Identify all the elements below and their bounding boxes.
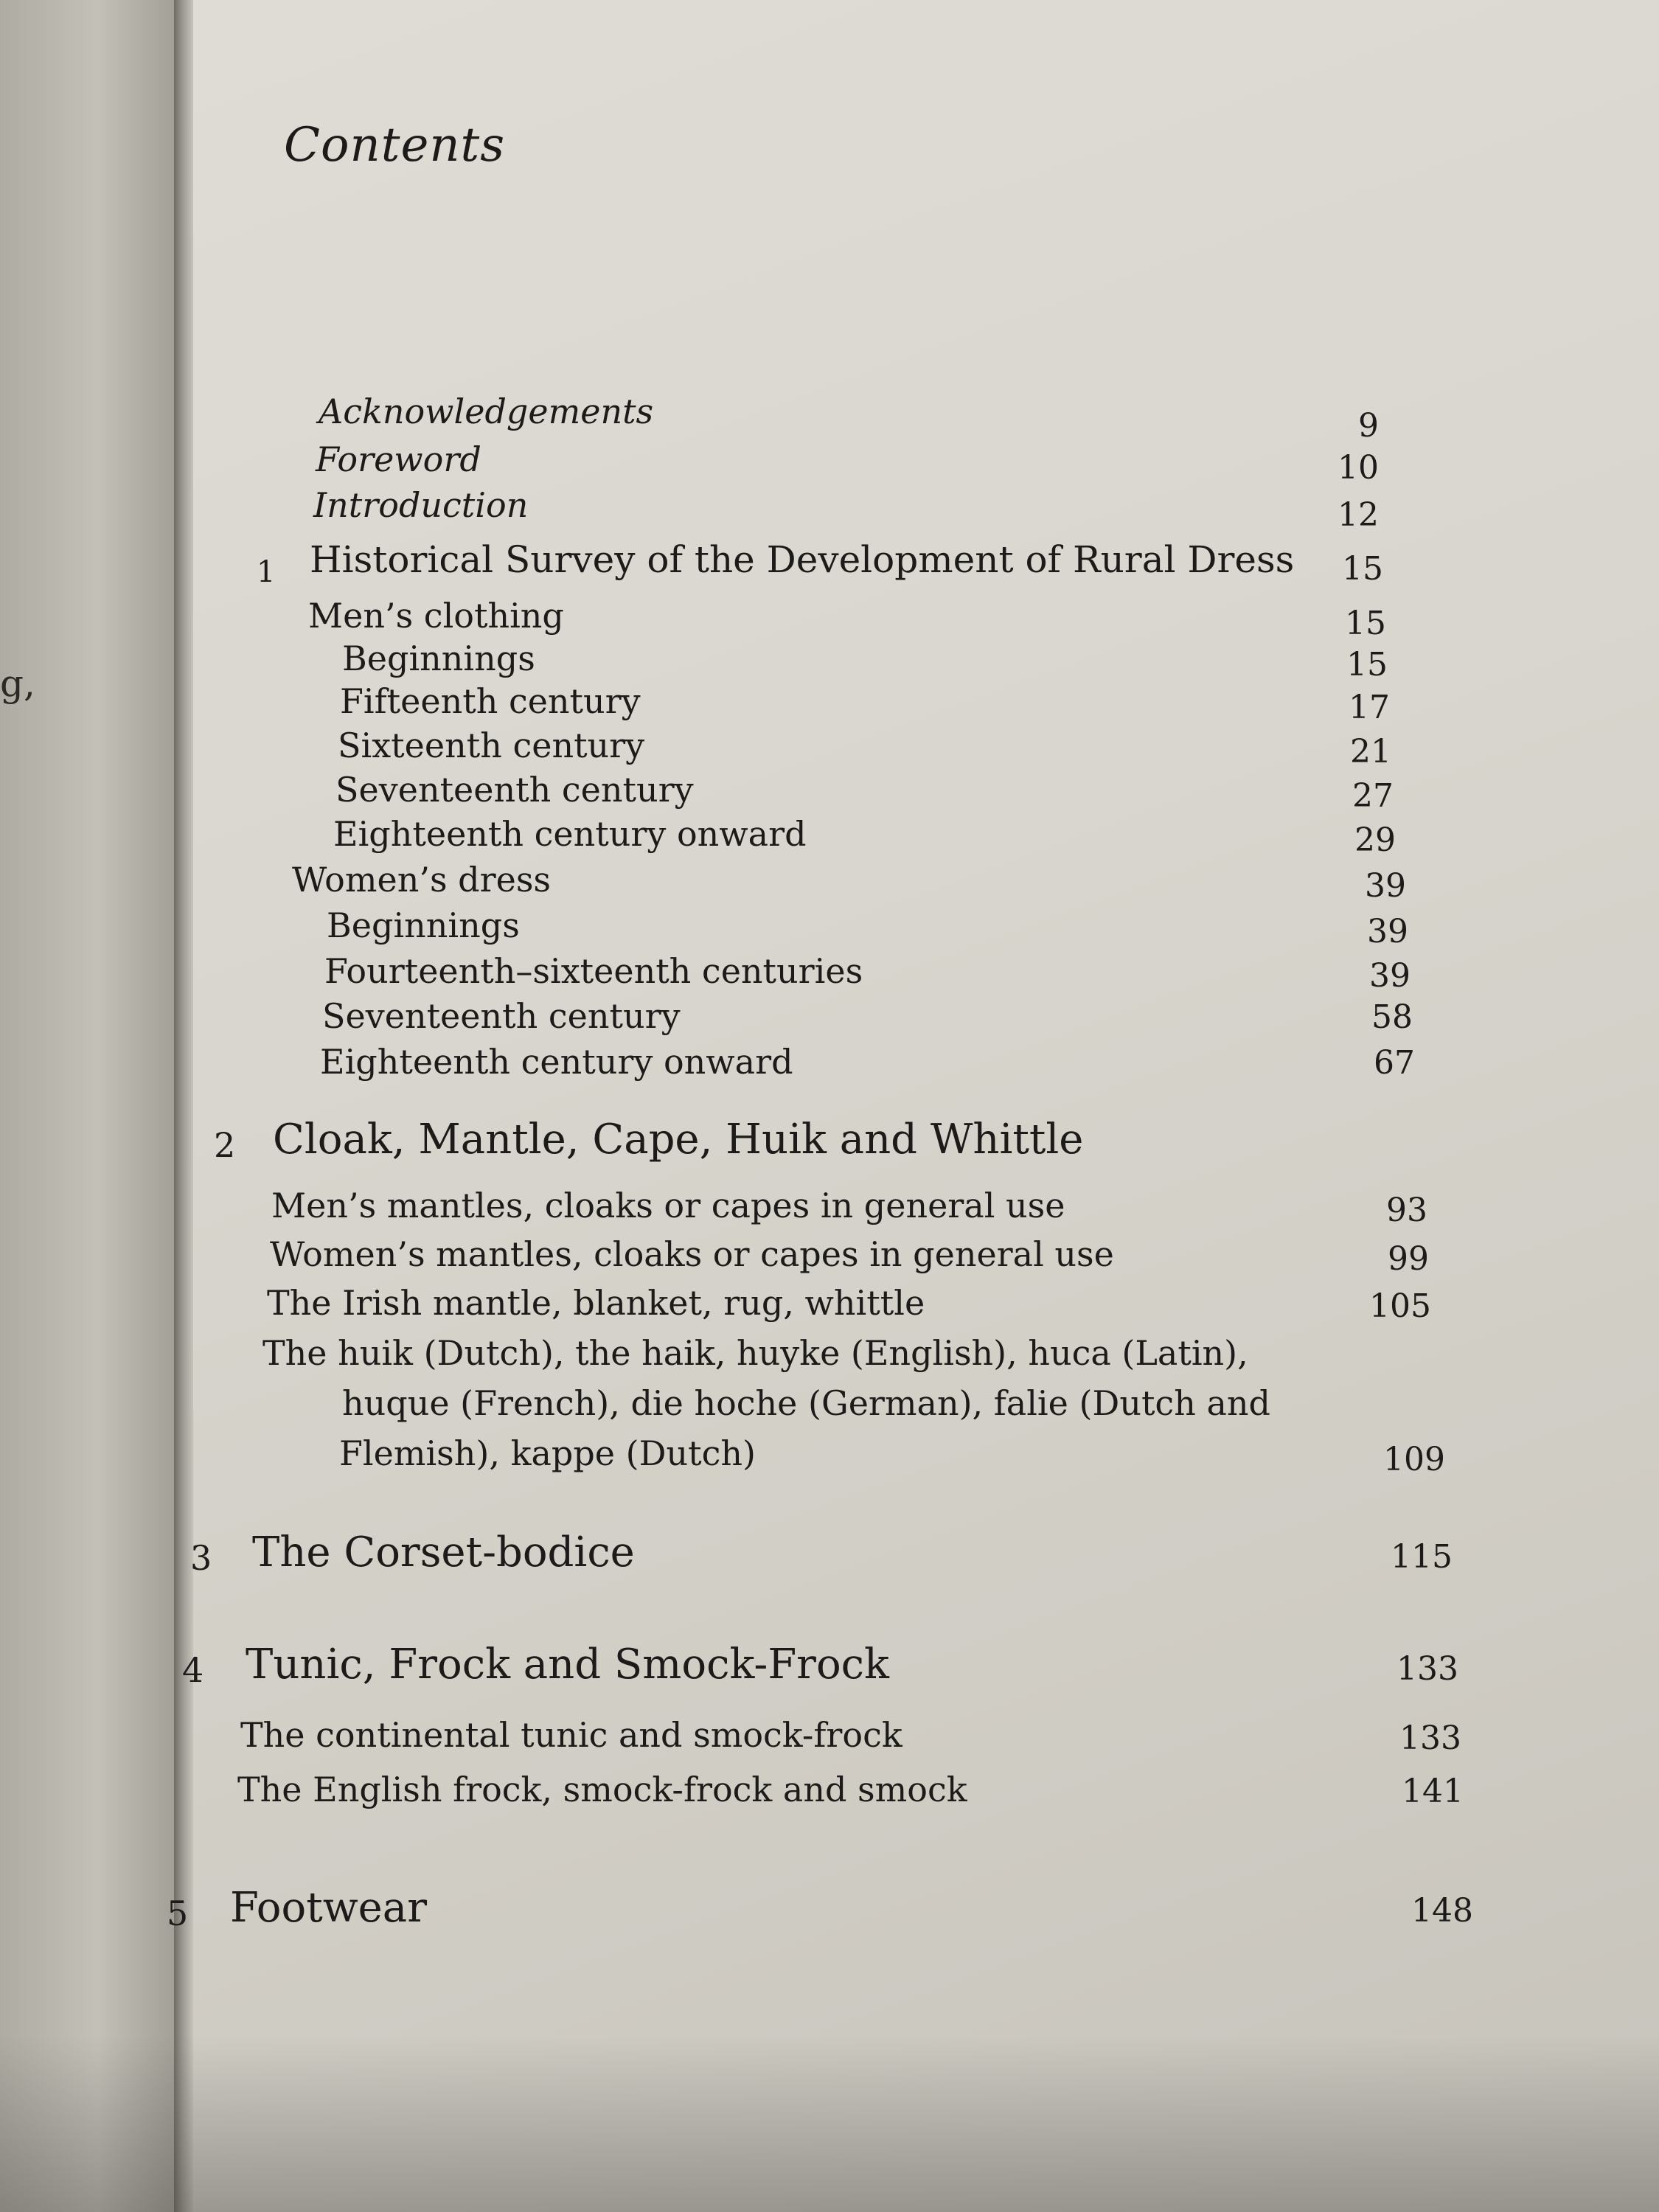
toc-entry-label: The Irish mantle, blanket, rug, whittle: [267, 1283, 925, 1323]
toc-entry-label: Eighteenth century onward: [333, 814, 807, 854]
toc-chapter-entry: [214, 1116, 1084, 1165]
toc-page-number: 99: [1388, 1240, 1429, 1278]
toc-entry-label: Footwear: [230, 1884, 427, 1932]
toc-entry: [270, 1234, 1114, 1274]
toc-entry: [292, 860, 552, 900]
toc-page-number: 148: [1411, 1892, 1473, 1930]
chapter-number: 3: [190, 1538, 212, 1578]
toc-entry-label: Women’s mantles, cloaks or capes in general use: [270, 1234, 1114, 1274]
toc-page-number: 21: [1350, 733, 1391, 771]
toc-entry-label: Flemish), kappe (Dutch): [339, 1433, 756, 1473]
chapter-number: 5: [167, 1893, 189, 1933]
toc-entry: [320, 1042, 793, 1082]
toc-chapter-entry: [182, 1641, 889, 1690]
toc-entry: [262, 1333, 1248, 1373]
toc-page-number: 115: [1391, 1538, 1453, 1576]
toc-entry: [271, 1186, 1065, 1225]
toc-entry-label: Fifteenth century: [340, 681, 641, 721]
toc-entry-label: Sixteenth century: [338, 726, 645, 765]
toc-chapter-entry: [190, 1528, 635, 1578]
toc-page-number: 15: [1346, 646, 1388, 684]
toc-entry-label: The huik (Dutch), the haik, huyke (English), huca (Latin),: [262, 1333, 1248, 1373]
page-shadow: [0, 2035, 1659, 2212]
chapter-number: 4: [182, 1650, 204, 1690]
toc-chapter-entry: [167, 1884, 427, 1933]
toc-entry: [313, 485, 529, 525]
toc-entry-continuation: [339, 1433, 756, 1473]
toc-entry: [333, 814, 807, 854]
toc-page-number: 93: [1386, 1192, 1427, 1229]
toc-entry-label: Seventeenth century: [322, 996, 681, 1036]
toc-entry-label: Tunic, Frock and Smock-Frock: [246, 1641, 889, 1688]
toc-page-number: 15: [1342, 550, 1383, 588]
toc-entry-label: Introduction: [313, 485, 529, 525]
toc-entry-label: Beginnings: [342, 639, 535, 678]
toc-entry-label: Fourteenth–sixteenth centuries: [324, 951, 863, 991]
book-page: [190, 0, 1659, 2212]
toc-entry: [322, 996, 681, 1036]
toc-entry-continuation: [342, 1383, 1270, 1423]
toc-entry: [240, 1715, 902, 1755]
toc-page-number: 17: [1349, 689, 1390, 726]
toc-entry-label: Eighteenth century onward: [320, 1042, 793, 1082]
toc-entry: [316, 439, 481, 479]
book-gutter: [174, 0, 193, 2212]
toc-page-number: 39: [1365, 867, 1406, 905]
toc-entry-label: Beginnings: [327, 905, 520, 945]
chapter-number: 2: [214, 1125, 236, 1165]
toc-entry-label: huque (French), die hoche (German), falie (Dutch and: [342, 1383, 1270, 1423]
toc-entry-label: Foreword: [316, 439, 481, 479]
toc-entry: [335, 770, 694, 810]
toc-page-number: 141: [1402, 1773, 1464, 1810]
toc-entry: [324, 951, 863, 991]
toc-entry-label: The continental tunic and smock-frock: [240, 1715, 902, 1755]
toc-entry-label: The Corset-bodice: [252, 1528, 635, 1576]
toc-entry-label: Men’s clothing: [308, 596, 564, 636]
toc-page-number: 29: [1354, 821, 1396, 859]
toc-entry: [319, 392, 654, 431]
toc-entry: [327, 905, 520, 945]
left-page-text-fragment: g,: [0, 662, 35, 705]
toc-page-number: 58: [1371, 998, 1413, 1036]
toc-page-number: 12: [1338, 496, 1379, 534]
toc-page-number: 15: [1345, 605, 1386, 642]
toc-entry: [267, 1283, 925, 1323]
toc-entry: [340, 681, 641, 721]
toc-entry-label: Historical Survey of the Development of Rural Dress: [310, 538, 1295, 581]
toc-page-number: 109: [1383, 1441, 1445, 1478]
toc-entry: [308, 596, 564, 636]
left-page-edge: [0, 0, 177, 2212]
toc-page-number: 133: [1397, 1650, 1458, 1688]
toc-entry-label: Acknowledgements: [319, 392, 654, 431]
toc-page-number: 67: [1374, 1044, 1415, 1082]
toc-page-number: 105: [1369, 1287, 1431, 1325]
toc-page-number: 9: [1358, 407, 1379, 445]
toc-page-number: 133: [1399, 1719, 1461, 1757]
toc-chapter-entry: [257, 538, 1295, 589]
toc-entry-label: Cloak, Mantle, Cape, Huik and Whittle: [273, 1116, 1084, 1164]
toc-entry-label: Women’s dress: [292, 860, 552, 900]
chapter-number: 1: [257, 555, 276, 589]
toc-entry: [237, 1770, 967, 1809]
toc-entry: [342, 639, 535, 678]
toc-entry-label: The English frock, smock-frock and smock: [237, 1770, 967, 1809]
toc-page-number: 27: [1352, 777, 1394, 815]
toc-page-number: 39: [1369, 957, 1411, 995]
contents-heading: Contents: [284, 118, 506, 173]
toc-entry: [338, 726, 645, 765]
toc-page-number: 39: [1367, 913, 1408, 950]
toc-entry-label: Seventeenth century: [335, 770, 694, 810]
toc-entry-label: Men’s mantles, cloaks or capes in general use: [271, 1186, 1065, 1225]
toc-page-number: 10: [1338, 449, 1379, 487]
